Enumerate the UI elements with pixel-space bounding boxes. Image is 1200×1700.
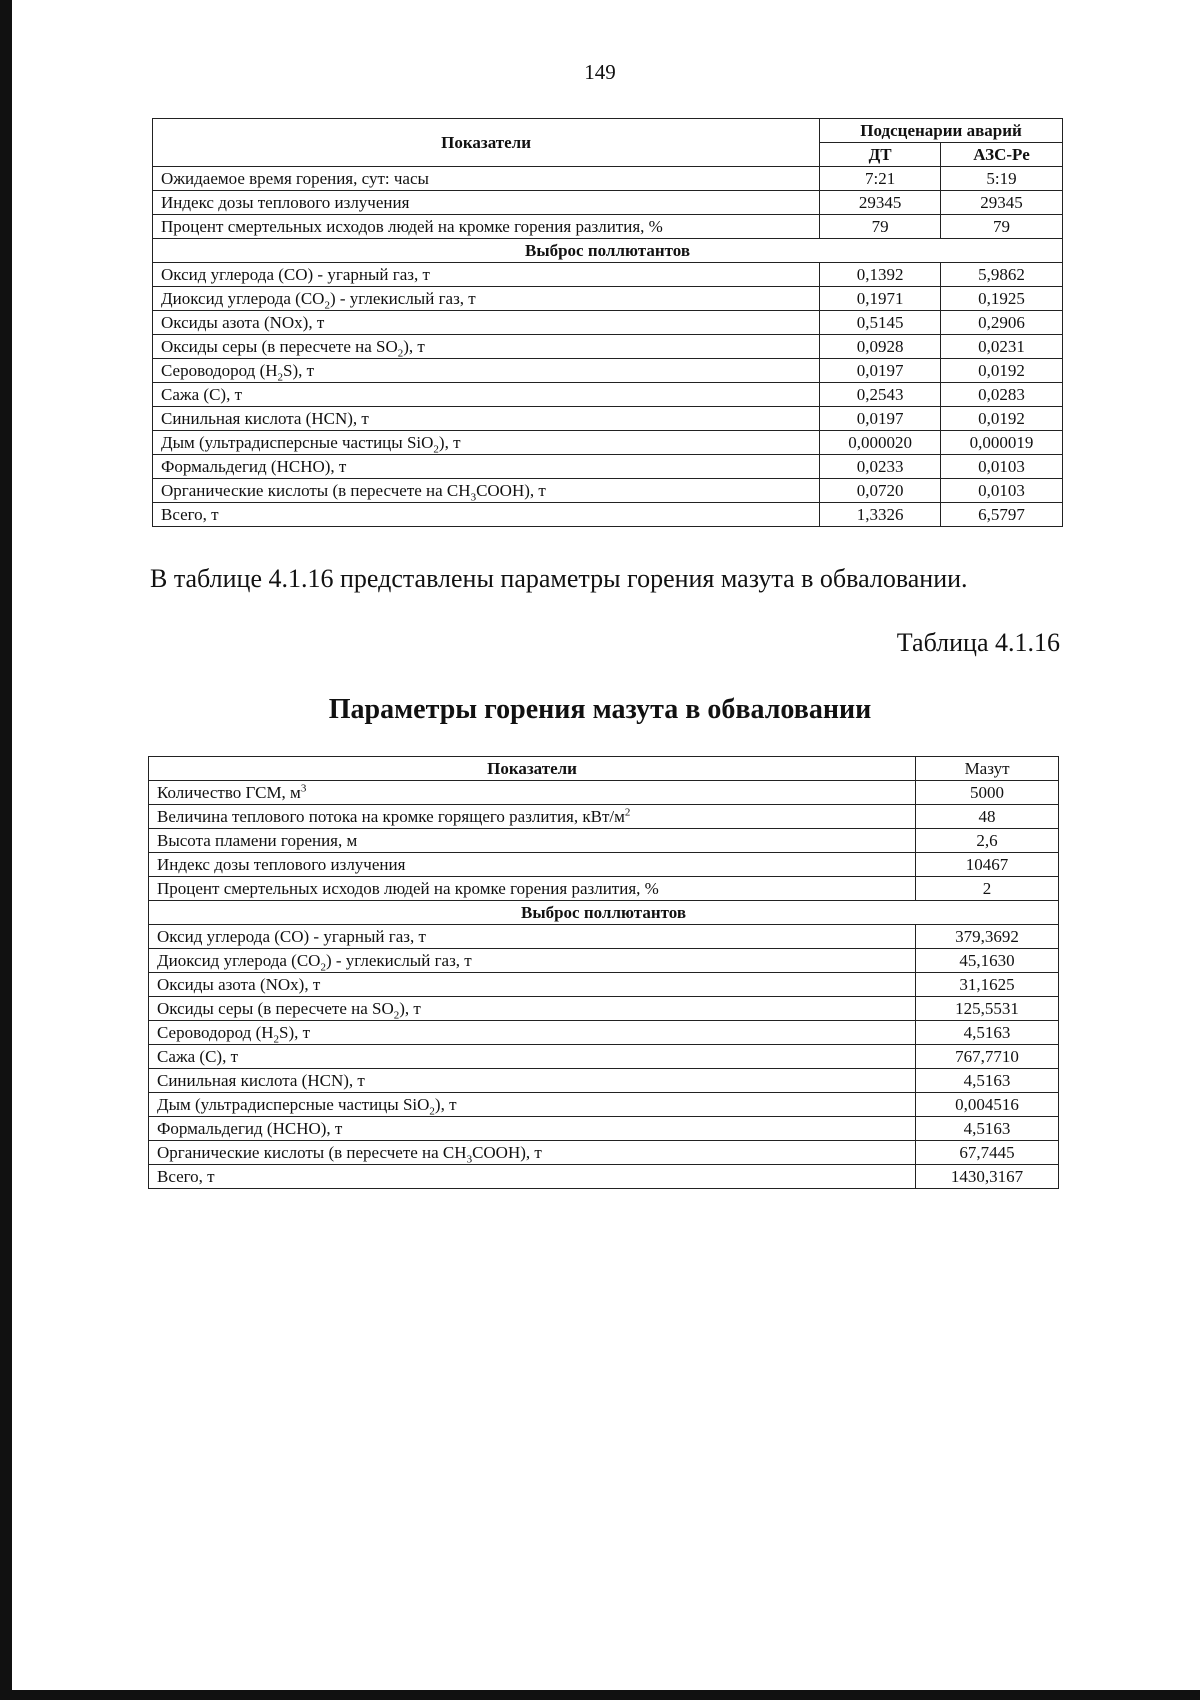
table2-row-mazut-value: 48 — [916, 805, 1059, 829]
table-row — [153, 263, 1063, 287]
table-row — [149, 949, 1059, 973]
table1-section-title: Выброс поллютантов — [153, 239, 1063, 263]
table1-pollutant-label — [153, 479, 820, 503]
table2-header-indicators: Показатели — [149, 757, 916, 781]
table1-pollutant-label — [153, 407, 820, 431]
table1-pollutant-azs-value: 0,0283 — [941, 383, 1063, 407]
table2-pollutant-mazut-value: 4,5163 — [916, 1021, 1059, 1045]
table-row — [153, 455, 1063, 479]
table2-row-label — [149, 805, 916, 829]
table2-pollutant-label-text: Всего, т — [157, 1166, 215, 1186]
table2-pollutant-label — [149, 973, 916, 997]
table-row — [149, 829, 1059, 853]
table2-pollutant-label — [149, 1165, 916, 1189]
table1-pollutant-label-suffix: COOH), т — [476, 480, 546, 500]
table2-section-row — [149, 901, 1059, 925]
table1-pollutant-dt-value: 0,5145 — [820, 311, 941, 335]
table1-pollutant-azs-value: 0,0103 — [941, 455, 1063, 479]
table1-header-subscenarios: Подсценарии аварий — [820, 119, 1063, 143]
table-row — [153, 479, 1063, 503]
table1-header-azs: АЗС-Ре — [941, 143, 1063, 167]
table2-title: Параметры горения мазута в обваловании — [328, 694, 872, 725]
table1-row-dt-value: 7:21 — [820, 167, 941, 191]
table1-pollutant-azs-value: 0,0192 — [941, 407, 1063, 431]
table2-pollutant-label-sub: 2 — [429, 1104, 435, 1117]
table1-header-dt: ДТ — [820, 143, 941, 167]
table2-pollutant-mazut-value: 4,5163 — [916, 1117, 1059, 1141]
table1-pollutant-label-text: Синильная кислота (HCN), т — [161, 408, 369, 428]
table1-pollutant-label-text: Диоксид углерода (CO — [161, 288, 325, 308]
table-number: Таблица 4.1.16 — [896, 628, 1060, 657]
scan-edge-bottom — [0, 1690, 1200, 1700]
table2-pollutant-label — [149, 925, 916, 949]
table-row — [149, 1141, 1059, 1165]
table2-pollutant-label-text: Органические кислоты (в пересчете на CH — [157, 1142, 467, 1162]
table2-row-label — [149, 853, 916, 877]
table1-row-azs-value: 79 — [941, 215, 1063, 239]
table-row — [153, 335, 1063, 359]
table-row — [149, 1045, 1059, 1069]
table-row — [153, 431, 1063, 455]
table2-pollutant-mazut-value: 379,3692 — [916, 925, 1059, 949]
table-row — [153, 287, 1063, 311]
table2-pollutant-label-text: Оксид углерода (CO) - угарный газ, т — [157, 926, 426, 946]
table2-row-label — [149, 781, 916, 805]
table2-pollutant-label-suffix: S), т — [279, 1022, 311, 1042]
table1-pollutant-dt-value: 0,0197 — [820, 359, 941, 383]
table2-pollutant-label — [149, 1069, 916, 1093]
table2-header-mazut: Мазут — [916, 757, 1059, 781]
table2-row-mazut-value: 2,6 — [916, 829, 1059, 853]
table2-row-label — [149, 877, 916, 901]
table1-row-azs-value: 29345 — [941, 191, 1063, 215]
table2-row-label-text: Процент смертельных исходов людей на кромке горения разлития, % — [157, 878, 659, 898]
table-row — [153, 503, 1063, 527]
table1-pollutant-label-suffix: S), т — [283, 360, 315, 380]
accident-subscenarios-table — [152, 118, 1063, 527]
table2-pollutant-mazut-value: 67,7445 — [916, 1141, 1059, 1165]
table2-pollutant-label-sub: 3 — [466, 1152, 473, 1165]
table1-row-label: Индекс дозы теплового излучения — [153, 191, 820, 215]
table2-pollutant-label-sub: 2 — [393, 1008, 400, 1021]
table1-pollutant-label-text: Формальдегид (HCHO), т — [161, 456, 347, 476]
table1-pollutant-azs-value: 5,9862 — [941, 263, 1063, 287]
table2-pollutant-label-suffix: ) - углекислый газ, т — [325, 950, 472, 970]
intro-paragraph: В таблице 4.1.16 представлены параметры горения мазута в обваловании. — [150, 564, 968, 593]
table2-pollutant-label — [149, 1021, 916, 1045]
table1-pollutant-label — [153, 359, 820, 383]
table1-pollutant-label-text: Оксид углерода (CO) - угарный газ, т — [161, 264, 430, 284]
table1-pollutant-dt-value: 0,1392 — [820, 263, 941, 287]
table2-row-label-text: Высота пламени горения, м — [157, 830, 358, 850]
table1-pollutant-label — [153, 287, 820, 311]
table-row — [149, 1117, 1059, 1141]
table1-section-row — [153, 239, 1063, 263]
table1-pollutant-label-sub: 3 — [470, 490, 477, 503]
table2-row-mazut-value: 2 — [916, 877, 1059, 901]
table1-pollutant-label-suffix: ), т — [403, 336, 425, 356]
table1-row-azs-value: 5:19 — [941, 167, 1063, 191]
table1-pollutant-label — [153, 503, 820, 527]
table2-row-label — [149, 829, 916, 853]
table2-pollutant-mazut-value: 0,004516 — [916, 1093, 1059, 1117]
table2-row-label-text: Величина теплового потока на кромке горящего разлития, кВт/м — [157, 806, 625, 826]
table-row — [153, 359, 1063, 383]
table1-pollutant-label-sub: 2 — [324, 298, 330, 311]
table-row — [153, 311, 1063, 335]
table-row — [153, 167, 1063, 191]
table1-pollutant-label-text: Сероводород (H — [161, 360, 278, 380]
table1-pollutant-label-sub: 2 — [433, 442, 439, 455]
table1-pollutant-label-text: Дым (ультрадисперсные частицы SiO — [161, 432, 434, 452]
table-row — [149, 1069, 1059, 1093]
table1-pollutant-dt-value: 0,2543 — [820, 383, 941, 407]
table2-pollutant-label — [149, 1117, 916, 1141]
table-row — [153, 383, 1063, 407]
table1-pollutant-azs-value: 0,2906 — [941, 311, 1063, 335]
table2-row-mazut-value: 10467 — [916, 853, 1059, 877]
table1-row-label: Процент смертельных исходов людей на кромке горения разлития, % — [153, 215, 820, 239]
table-row — [153, 191, 1063, 215]
table2-row-label-text: Количество ГСМ, м — [157, 782, 301, 802]
table2-pollutant-label-text: Дым (ультрадисперсные частицы SiO — [157, 1094, 430, 1114]
table2-pollutant-label-sub: 2 — [320, 960, 326, 973]
table2-pollutant-mazut-value: 1430,3167 — [916, 1165, 1059, 1189]
table1-pollutant-label-sub: 2 — [277, 370, 284, 383]
page-number: 149 — [584, 60, 616, 84]
table2-pollutant-label-text: Оксиды азота (NOx), т — [157, 974, 321, 994]
table1-pollutant-azs-value: 6,5797 — [941, 503, 1063, 527]
table-row — [149, 925, 1059, 949]
table1-pollutant-label — [153, 335, 820, 359]
table-row — [149, 1021, 1059, 1045]
table2-pollutant-label — [149, 1141, 916, 1165]
table2-pollutant-label-text: Сероводород (H — [157, 1022, 274, 1042]
table2-pollutant-mazut-value: 125,5531 — [916, 997, 1059, 1021]
table-row — [153, 407, 1063, 431]
table2-pollutant-mazut-value: 45,1630 — [916, 949, 1059, 973]
table1-row-dt-value: 79 — [820, 215, 941, 239]
table1-pollutant-dt-value: 0,000020 — [820, 431, 941, 455]
table1-pollutant-dt-value: 0,1971 — [820, 287, 941, 311]
table1-pollutant-label-text: Оксиды азота (NOx), т — [161, 312, 325, 332]
table2-pollutant-label-text: Оксиды серы (в пересчете на SO — [157, 998, 394, 1018]
table1-header-indicators: Показатели — [153, 119, 820, 167]
table1-pollutant-dt-value: 0,0197 — [820, 407, 941, 431]
table1-pollutant-azs-value: 0,0103 — [941, 479, 1063, 503]
table1-pollutant-azs-value: 0,000019 — [941, 431, 1063, 455]
table1-pollutant-dt-value: 0,0928 — [820, 335, 941, 359]
scan-edge-left — [0, 0, 12, 1700]
table2-pollutant-label — [149, 997, 916, 1021]
table1-row-dt-value: 29345 — [820, 191, 941, 215]
table2-row-label-sup: 2 — [624, 805, 631, 818]
table2-row-label-sup: 3 — [300, 781, 307, 794]
table1-pollutant-label — [153, 455, 820, 479]
table-row — [149, 877, 1059, 901]
table2-pollutant-label-suffix: ), т — [434, 1094, 457, 1114]
table2-row-label-text: Индекс дозы теплового излучения — [157, 854, 406, 874]
table-row — [149, 781, 1059, 805]
table1-pollutant-label — [153, 311, 820, 335]
table-row — [149, 1093, 1059, 1117]
table-row — [149, 805, 1059, 829]
table2-section-title: Выброс поллютантов — [149, 901, 1059, 925]
table1-pollutant-dt-value: 0,0720 — [820, 479, 941, 503]
table2-pollutant-mazut-value: 31,1625 — [916, 973, 1059, 997]
table1-pollutant-label-sub: 2 — [397, 346, 404, 359]
table2-pollutant-mazut-value: 4,5163 — [916, 1069, 1059, 1093]
table1-pollutant-label-suffix: ) - углекислый газ, т — [329, 288, 476, 308]
table2-pollutant-label — [149, 949, 916, 973]
table2-pollutant-label — [149, 1045, 916, 1069]
table1-pollutant-label-text: Сажа (С), т — [161, 384, 243, 404]
table2-pollutant-label-text: Синильная кислота (HCN), т — [157, 1070, 365, 1090]
table2-pollutant-label-text: Формальдегид (HCHO), т — [157, 1118, 343, 1138]
table1-pollutant-dt-value: 1,3326 — [820, 503, 941, 527]
table2-pollutant-label-suffix: ), т — [399, 998, 421, 1018]
table1-pollutant-label-text: Всего, т — [161, 504, 219, 524]
table1-pollutant-azs-value: 0,1925 — [941, 287, 1063, 311]
table1-pollutant-label — [153, 383, 820, 407]
table-row — [149, 973, 1059, 997]
table1-pollutant-azs-value: 0,0192 — [941, 359, 1063, 383]
table1-pollutant-label — [153, 431, 820, 455]
table2-pollutant-label-text: Диоксид углерода (CO — [157, 950, 321, 970]
table-row — [149, 853, 1059, 877]
table2-pollutant-mazut-value: 767,7710 — [916, 1045, 1059, 1069]
table2-pollutant-label-text: Сажа (С), т — [157, 1046, 239, 1066]
table-row — [153, 215, 1063, 239]
fuel-oil-combustion-table — [148, 756, 1059, 1189]
table1-pollutant-label-suffix: ), т — [438, 432, 461, 452]
table1-pollutant-azs-value: 0,0231 — [941, 335, 1063, 359]
table1-pollutant-label-text: Оксиды серы (в пересчете на SO — [161, 336, 398, 356]
table-row — [149, 997, 1059, 1021]
table2-pollutant-label — [149, 1093, 916, 1117]
table1-pollutant-dt-value: 0,0233 — [820, 455, 941, 479]
table2-pollutant-label-sub: 2 — [273, 1032, 280, 1045]
table2-pollutant-label-suffix: COOH), т — [472, 1142, 542, 1162]
table1-pollutant-label-text: Органические кислоты (в пересчете на CH — [161, 480, 471, 500]
table2-row-mazut-value: 5000 — [916, 781, 1059, 805]
table-row — [149, 1165, 1059, 1189]
table1-pollutant-label — [153, 263, 820, 287]
table1-row-label: Ожидаемое время горения, сут: часы — [153, 167, 820, 191]
